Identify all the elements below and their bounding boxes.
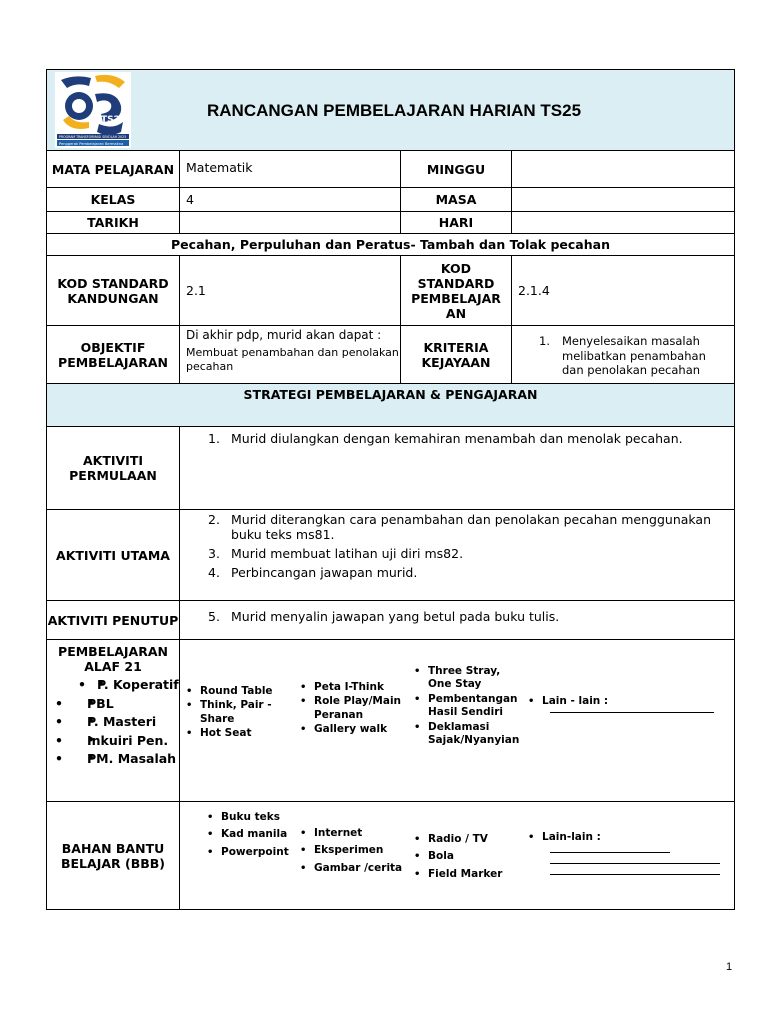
aktiviti-permulaan-label: AKTIVITI PERMULAAN [47,427,180,510]
pa21-option[interactable]: • Three Stray, One Stay [414,665,521,692]
bbb-option[interactable]: • Powerpoint [207,846,295,860]
ksk-label: KOD STANDARD KANDUNGAN [47,256,180,326]
pa21-option[interactable]: • Think, Pair - Share [186,699,295,726]
bbb-option[interactable]: • Kad manila [207,828,295,842]
page-title: RANCANGAN PEMBELAJARAN HARIAN TS25 [207,101,582,120]
pa21-left-item[interactable]: • • Inkuiri Pen. [47,733,179,749]
activity-item: 4. Perbincangan jawapan murid. [208,565,418,580]
masa-value[interactable] [512,188,735,212]
bbb-option[interactable]: • Bola [414,850,523,864]
bbb-col4 [523,803,734,909]
ksk-value[interactable]: 2.1 [180,256,401,326]
bbb-option[interactable]: • Eksperimen [300,844,409,858]
pa21-option[interactable]: • Pembentangan Hasil Sendiri [414,693,521,720]
bbb-lain-lain: • Lain-lain : [528,831,720,845]
ksp-value[interactable]: 2.1.4 [512,256,735,326]
bbb-option[interactable]: • Buku teks [207,811,295,825]
pa21-lain-line[interactable] [550,708,714,713]
pa21-col4 [523,641,734,801]
minggu-value[interactable] [512,151,735,188]
objektif-label: OBJEKTIF PEMBELAJARAN [47,326,180,384]
strategy-heading: STRATEGI PEMBELAJARAN & PENGAJARAN [47,384,735,427]
aktiviti-penutup-list [180,609,734,624]
pa21-cell [47,640,180,802]
bbb-option[interactable]: • Field Marker [414,868,523,882]
lesson-plan-page [46,69,734,910]
bbb-col2 [295,803,409,909]
bbb-lain-line-1[interactable] [550,844,670,853]
kelas-value[interactable]: 4 [180,188,401,212]
aktiviti-utama-cell[interactable] [180,510,735,601]
pa21-option[interactable]: • Gallery walk [300,723,409,737]
masa-label: MASA [401,188,512,212]
minggu-label: MINGGU [401,151,512,188]
bbb-lain-line-2[interactable] [550,853,720,864]
activity-item: 1. Murid diulangkan dengan kemahiran menambah dan menolak pecahan. [208,431,683,446]
pa21-left-list [47,677,179,767]
objektif-intro: Di akhir pdp, murid akan dapat : [186,328,382,342]
lesson-plan-table [46,69,735,910]
kriteria-number: 1. [539,334,550,348]
pa21-left-item[interactable]: • • PBL [47,696,179,712]
aktiviti-penutup-label: AKTIVITI PENUTUP [47,601,180,640]
tarikh-label: TARIKH [47,212,180,234]
pa21-option[interactable]: • Round Table [186,685,295,699]
pa21-left-item[interactable]: • • PM. Masalah [47,751,179,767]
pa21-left-item[interactable]: • • P. Koperatif [47,677,179,693]
pa21-label: PEMBELAJARAN ALAF 21 [58,644,168,674]
objektif-cell[interactable] [180,326,401,384]
pa21-col2 [295,641,409,801]
aktiviti-permulaan-cell[interactable] [180,427,735,510]
pa21-option[interactable]: • Deklamasi Sajak/Nyanyian [414,721,521,748]
bbb-label: BAHAN BANTU BELAJAR (BBB) [47,802,180,910]
svg-text:TS25: TS25 [101,115,127,125]
aktiviti-utama-list [180,512,734,580]
aktiviti-permulaan-list [180,431,734,446]
kriteria-text: Menyelesaikan masalah melibatkan penambahan dan penolakan pecahan [562,334,706,377]
ksp-label: KOD STANDARD PEMBELAJAR AN [401,256,512,326]
pa21-lain-lain: • Lain - lain : [528,695,714,709]
ts25-logo [55,72,131,148]
svg-text:PROGRAM TRANSFORMASI SEKOLAH 2: PROGRAM TRANSFORMASI SEKOLAH 2025 [59,135,127,139]
pa21-col1 [180,641,295,801]
aktiviti-utama-label: AKTIVITI UTAMA [47,510,180,601]
pa21-option[interactable]: • Hot Seat [186,727,295,741]
mata-pelajaran-value[interactable]: Matematik [180,151,401,188]
pa21-col3 [409,641,523,801]
svg-text:Penggerak Pembelajaran Bermakn: Penggerak Pembelajaran Bermakna [59,142,124,146]
bbb-option[interactable]: • Gambar /cerita [300,862,409,876]
aktiviti-penutup-cell[interactable] [180,601,735,640]
pa21-option[interactable]: • Peta I-Think [300,681,409,695]
kriteria-label: KRITERIA KEJAYAAN [401,326,512,384]
mata-pelajaran-label: MATA PELAJARAN [47,151,180,188]
page-number: 1 [726,961,733,973]
pa21-options-cell [180,640,735,802]
bbb-option[interactable]: • Internet [300,827,409,841]
activity-item: 2. Murid diterangkan cara penambahan dan penolakan pecahan menggunakan buku teks ms81. [208,512,712,542]
bbb-lain-line-3[interactable] [550,864,720,875]
kelas-label: KELAS [47,188,180,212]
bbb-col1 [180,803,295,909]
activity-item: 5. Murid menyalin jawapan yang betul pada buku tulis. [208,609,560,624]
kriteria-cell[interactable] [512,326,735,384]
tarikh-value[interactable] [180,212,401,234]
pa21-option[interactable]: • Role Play/Main Peranan [300,695,409,722]
bbb-col3 [409,803,523,909]
pa21-left-item[interactable]: • • P. Masteri [47,714,179,730]
topic-title: Pecahan, Perpuluhan dan Peratus- Tambah dan Tolak pecahan [47,234,735,256]
hari-label: HARI [401,212,512,234]
activity-item: 3. Murid membuat latihan uji diri ms82. [208,546,464,561]
objektif-text: Membuat penambahan dan penolakan pecahan [186,346,399,373]
bbb-options-cell [180,802,735,910]
hari-value[interactable] [512,212,735,234]
bbb-option[interactable]: • Radio / TV [414,833,523,847]
header-cell [47,70,735,151]
